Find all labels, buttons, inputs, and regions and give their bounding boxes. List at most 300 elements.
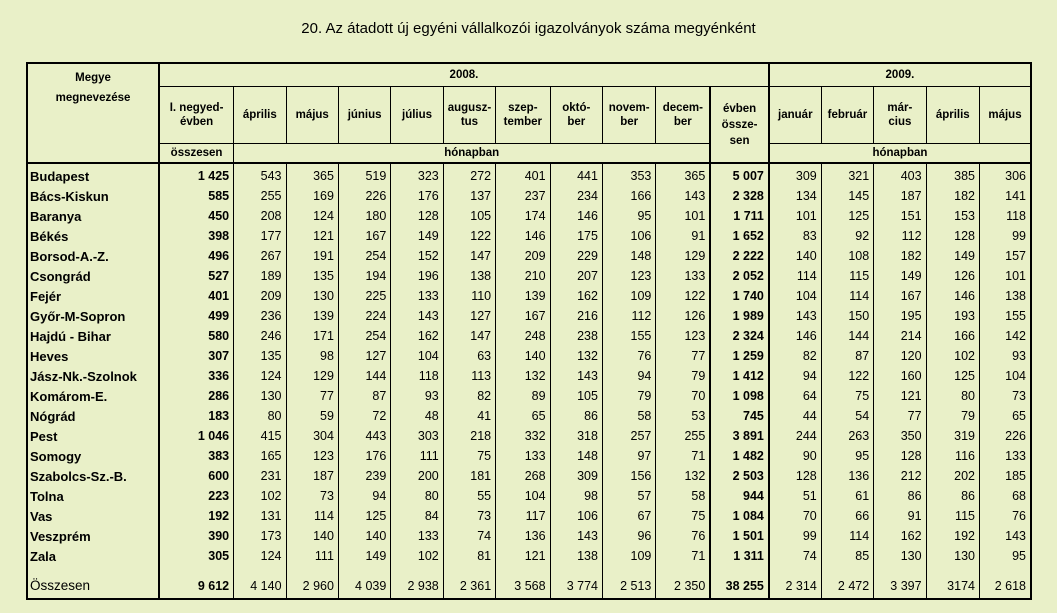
month-2009-value: 102 <box>926 346 979 366</box>
year-total-value: 1 098 <box>710 386 769 406</box>
month-2008-value: 231 <box>234 466 286 486</box>
table-row <box>27 466 1031 486</box>
q1-value: 305 <box>159 546 234 566</box>
county-name: Tolna <box>27 486 159 506</box>
table-row <box>27 186 1031 206</box>
table-row <box>27 286 1031 306</box>
month-2009-value: 90 <box>769 446 821 466</box>
month-2008-header <box>391 87 443 144</box>
month-2008-value: 109 <box>602 546 655 566</box>
month-2008-value: 3 774 <box>550 574 602 599</box>
month-2008-value: 124 <box>286 206 338 226</box>
month-2008-value: 75 <box>443 446 495 466</box>
month-2009-value: 128 <box>874 446 926 466</box>
q1-value: 600 <box>159 466 234 486</box>
month-2008-value: 323 <box>391 163 443 186</box>
month-2008-value: 441 <box>550 163 602 186</box>
county-name: Hajdú - Bihar <box>27 326 159 346</box>
month-2008-value: 207 <box>550 266 602 286</box>
month-2009-value: 79 <box>926 406 979 426</box>
month-2009-value: 118 <box>979 206 1031 226</box>
month-2009-value: 70 <box>769 506 821 526</box>
county-name: Komárom-E. <box>27 386 159 406</box>
month-2009-value: 2 618 <box>979 574 1031 599</box>
month-2008-value: 71 <box>656 546 710 566</box>
month-2008-value: 123 <box>656 326 710 346</box>
table-row <box>27 506 1031 526</box>
month-2009-header-part: február <box>827 109 868 121</box>
month-2009-value: 2 314 <box>769 574 821 599</box>
month-2009-value: 85 <box>821 546 873 566</box>
month-2008-value: 130 <box>234 386 286 406</box>
month-2009-value: 91 <box>874 506 926 526</box>
month-2008-header-part: június <box>347 109 382 121</box>
month-2008-value: 94 <box>338 486 390 506</box>
month-2008-value: 200 <box>391 466 443 486</box>
month-2008-header-part: ber <box>620 116 639 128</box>
month-2009-value: 122 <box>821 366 873 386</box>
month-2009-header <box>821 87 873 144</box>
month-2008-value: 443 <box>338 426 390 446</box>
month-2009-value: 306 <box>979 163 1031 186</box>
month-2008-header-part: július <box>402 109 433 121</box>
month-2008-value: 58 <box>602 406 655 426</box>
county-header-line1: Megye <box>75 72 111 84</box>
month-2008-header-part: októ- <box>562 102 591 114</box>
month-2009-value: 226 <box>979 426 1031 446</box>
month-2009-value: 149 <box>926 246 979 266</box>
county-name: Csongrád <box>27 266 159 286</box>
month-2008-value: 332 <box>496 426 550 446</box>
month-2008-value: 87 <box>338 386 390 406</box>
month-2008-header-part: novem- <box>608 102 650 114</box>
month-2009-value: 160 <box>874 366 926 386</box>
month-2009-value: 101 <box>769 206 821 226</box>
month-2008-value: 65 <box>496 406 550 426</box>
month-2008-value: 171 <box>286 326 338 346</box>
month-2009-value: 125 <box>821 206 873 226</box>
year-total-value: 944 <box>710 486 769 506</box>
month-2008-header-part: tember <box>503 116 543 128</box>
q1-value: 286 <box>159 386 234 406</box>
month-2008-value: 216 <box>550 306 602 326</box>
county-name: Somogy <box>27 446 159 466</box>
month-2009-value: 193 <box>926 306 979 326</box>
month-2008-value: 180 <box>338 206 390 226</box>
month-2009-value: 120 <box>874 346 926 366</box>
q1-header-line2: évben <box>179 116 214 128</box>
county-name: Bács-Kiskun <box>27 186 159 206</box>
month-2009-value: 145 <box>821 186 873 206</box>
q1-header-line1: I. negyed- <box>169 102 224 114</box>
month-2008-value: 133 <box>496 446 550 466</box>
month-2008-header <box>234 87 286 144</box>
county-name: Összesen <box>27 574 159 599</box>
month-2008-value: 75 <box>656 506 710 526</box>
month-2009-value: 94 <box>769 366 821 386</box>
year-total-value: 2 503 <box>710 466 769 486</box>
month-2008-value: 146 <box>550 206 602 226</box>
month-2008-value: 79 <box>656 366 710 386</box>
month-2009-value: 142 <box>979 326 1031 346</box>
month-2008-value: 246 <box>234 326 286 346</box>
month-2009-value: 54 <box>821 406 873 426</box>
q1-value: 192 <box>159 506 234 526</box>
month-2008-header-part: tus <box>460 116 479 128</box>
year-total-value: 1 711 <box>710 206 769 226</box>
month-2009-header-part: január <box>778 109 813 121</box>
month-2008-value: 97 <box>602 446 655 466</box>
month-2008-value: 102 <box>234 486 286 506</box>
month-2009-value: 244 <box>769 426 821 446</box>
month-2008-value: 105 <box>443 206 495 226</box>
year-total-value: 3 891 <box>710 426 769 446</box>
month-2008-value: 124 <box>234 546 286 566</box>
month-2008-value: 76 <box>656 526 710 546</box>
q1-value: 9 612 <box>159 574 234 599</box>
month-2009-value: 73 <box>979 386 1031 406</box>
month-2009-value: 99 <box>979 226 1031 246</box>
month-2009-value: 93 <box>979 346 1031 366</box>
month-2008-value: 86 <box>550 406 602 426</box>
month-2008-header-part: ber <box>673 116 692 128</box>
q1-value: 383 <box>159 446 234 466</box>
month-2009-value: 141 <box>979 186 1031 206</box>
month-2008-value: 132 <box>656 466 710 486</box>
month-2009-header-part: május <box>988 109 1022 121</box>
month-2009-value: 319 <box>926 426 979 446</box>
county-name: Szabolcs-Sz.-B. <box>27 466 159 486</box>
month-2009-value: 321 <box>821 163 873 186</box>
month-2008-value: 2 513 <box>602 574 655 599</box>
year-total-value: 2 222 <box>710 246 769 266</box>
month-2009-value: 185 <box>979 466 1031 486</box>
month-2008-value: 248 <box>496 326 550 346</box>
month-2008-value: 110 <box>443 286 495 306</box>
month-2008-value: 140 <box>338 526 390 546</box>
table-row <box>27 346 1031 366</box>
year-total-value: 2 324 <box>710 326 769 346</box>
month-2009-value: 385 <box>926 163 979 186</box>
month-2009-value: 86 <box>874 486 926 506</box>
month-2008-value: 196 <box>391 266 443 286</box>
month-2008-value: 135 <box>234 346 286 366</box>
month-2008-value: 81 <box>443 546 495 566</box>
month-2009-value: 112 <box>874 226 926 246</box>
month-2008-value: 124 <box>234 366 286 386</box>
month-2009-value: 82 <box>769 346 821 366</box>
year-total-value: 38 255 <box>710 574 769 599</box>
month-2008-value: 71 <box>656 446 710 466</box>
month-2008-header <box>550 87 602 144</box>
month-2009-value: 166 <box>926 326 979 346</box>
month-2009-value: 128 <box>926 226 979 246</box>
month-2009-value: 114 <box>769 266 821 286</box>
table-row <box>27 386 1031 406</box>
month-2008-value: 129 <box>286 366 338 386</box>
month-2008-value: 309 <box>550 466 602 486</box>
month-2008-value: 304 <box>286 426 338 446</box>
month-2008-value: 3 568 <box>496 574 550 599</box>
month-2009-value: 143 <box>769 306 821 326</box>
year-2008-header: 2008. <box>159 63 769 87</box>
month-2008-header <box>496 87 550 144</box>
month-2008-value: 254 <box>338 246 390 266</box>
month-2008-value: 303 <box>391 426 443 446</box>
month-2008-value: 209 <box>496 246 550 266</box>
q1-value: 1 425 <box>159 163 234 186</box>
month-2008-value: 143 <box>391 306 443 326</box>
spacer-cell <box>234 566 286 574</box>
month-2008-value: 98 <box>550 486 602 506</box>
month-2008-value: 187 <box>286 466 338 486</box>
year-total-value: 1 084 <box>710 506 769 526</box>
month-2008-value: 218 <box>443 426 495 446</box>
month-2008-value: 210 <box>496 266 550 286</box>
month-2008-value: 127 <box>338 346 390 366</box>
month-2009-value: 153 <box>926 206 979 226</box>
month-2008-value: 133 <box>391 526 443 546</box>
month-2009-header-part: már- <box>887 102 913 114</box>
month-2008-value: 93 <box>391 386 443 406</box>
month-2009-value: 146 <box>926 286 979 306</box>
month-2009-value: 214 <box>874 326 926 346</box>
month-2008-value: 138 <box>550 546 602 566</box>
table-row <box>27 306 1031 326</box>
month-2008-value: 48 <box>391 406 443 426</box>
month-2009-value: 86 <box>926 486 979 506</box>
month-2008-value: 268 <box>496 466 550 486</box>
spacer-cell <box>496 566 550 574</box>
table-row <box>27 486 1031 506</box>
month-2009-value: 3 397 <box>874 574 926 599</box>
month-2009-value: 309 <box>769 163 821 186</box>
month-2009-value: 136 <box>821 466 873 486</box>
month-2008-value: 72 <box>338 406 390 426</box>
month-2009-value: 68 <box>979 486 1031 506</box>
month-2008-value: 147 <box>443 326 495 346</box>
table-row <box>27 326 1031 346</box>
month-2008-value: 122 <box>443 226 495 246</box>
month-2008-value: 2 350 <box>656 574 710 599</box>
month-2008-value: 147 <box>443 246 495 266</box>
year-total-value: 1 412 <box>710 366 769 386</box>
q1-value: 223 <box>159 486 234 506</box>
month-2008-value: 4 039 <box>338 574 390 599</box>
month-2008-header <box>656 87 710 144</box>
month-2008-value: 77 <box>656 346 710 366</box>
month-2008-value: 131 <box>234 506 286 526</box>
month-2009-value: 44 <box>769 406 821 426</box>
month-2008-header-part: április <box>242 109 277 121</box>
q1-value: 398 <box>159 226 234 246</box>
q1-value: 499 <box>159 306 234 326</box>
month-2008-value: 126 <box>656 306 710 326</box>
month-2008-value: 59 <box>286 406 338 426</box>
q1-value: 336 <box>159 366 234 386</box>
month-2008-value: 255 <box>656 426 710 446</box>
month-2009-value: 116 <box>926 446 979 466</box>
table-row <box>27 446 1031 466</box>
month-2009-value: 64 <box>769 386 821 406</box>
county-name: Békés <box>27 226 159 246</box>
month-2009-value: 95 <box>979 546 1031 566</box>
month-2008-value: 125 <box>338 506 390 526</box>
year-total-value: 745 <box>710 406 769 426</box>
month-2008-value: 130 <box>286 286 338 306</box>
total-row <box>27 574 1031 599</box>
month-2009-value: 202 <box>926 466 979 486</box>
month-2009-value: 130 <box>874 546 926 566</box>
month-2008-value: 140 <box>496 346 550 366</box>
month-2008-value: 181 <box>443 466 495 486</box>
spacer-cell <box>159 566 234 574</box>
month-2008-value: 132 <box>550 346 602 366</box>
month-2008-value: 104 <box>496 486 550 506</box>
month-2009-value: 182 <box>926 186 979 206</box>
month-2008-value: 89 <box>496 386 550 406</box>
month-2009-header <box>979 87 1031 144</box>
month-2008-header-part: decem- <box>662 102 703 114</box>
month-2008-header-part: szep- <box>508 102 538 114</box>
month-2009-value: 143 <box>979 526 1031 546</box>
year-total-header-part: összе- <box>721 118 758 131</box>
month-2008-value: 146 <box>496 226 550 246</box>
month-2008-value: 98 <box>286 346 338 366</box>
month-2009-header <box>769 87 821 144</box>
county-name: Jász-Nk.-Szolnok <box>27 366 159 386</box>
month-2008-value: 225 <box>338 286 390 306</box>
q1-value: 496 <box>159 246 234 266</box>
per-month-2009-header: hónapban <box>769 144 1031 164</box>
month-2009-value: 263 <box>821 426 873 446</box>
month-2008-value: 112 <box>602 306 655 326</box>
spacer-cell <box>821 566 873 574</box>
month-2009-value: 114 <box>821 526 873 546</box>
q1-value: 527 <box>159 266 234 286</box>
month-2008-value: 94 <box>602 366 655 386</box>
month-2009-value: 403 <box>874 163 926 186</box>
month-2009-value: 61 <box>821 486 873 506</box>
month-2008-value: 236 <box>234 306 286 326</box>
spacer-cell <box>27 566 159 574</box>
month-2008-value: 82 <box>443 386 495 406</box>
county-name: Borsod-A.-Z. <box>27 246 159 266</box>
county-name: Baranya <box>27 206 159 226</box>
spacer-cell <box>338 566 390 574</box>
month-2008-value: 139 <box>496 286 550 306</box>
month-2009-value: 125 <box>926 366 979 386</box>
year-total-value: 5 007 <box>710 163 769 186</box>
month-2008-value: 144 <box>338 366 390 386</box>
month-2008-value: 148 <box>602 246 655 266</box>
month-2009-header-part: április <box>935 109 970 121</box>
month-2009-value: 3174 <box>926 574 979 599</box>
month-2009-value: 115 <box>926 506 979 526</box>
month-2008-value: 415 <box>234 426 286 446</box>
year-total-value: 2 328 <box>710 186 769 206</box>
month-2008-value: 169 <box>286 186 338 206</box>
month-2008-value: 162 <box>550 286 602 306</box>
county-name: Győr-M-Sopron <box>27 306 159 326</box>
county-name: Zala <box>27 546 159 566</box>
table-row <box>27 246 1031 266</box>
month-2008-value: 67 <box>602 506 655 526</box>
spacer-cell <box>286 566 338 574</box>
month-2009-value: 130 <box>926 546 979 566</box>
month-2008-value: 109 <box>602 286 655 306</box>
month-2008-value: 118 <box>391 366 443 386</box>
month-2008-value: 113 <box>443 366 495 386</box>
month-2008-value: 519 <box>338 163 390 186</box>
month-2008-value: 254 <box>338 326 390 346</box>
county-name: Fejér <box>27 286 159 306</box>
month-2009-value: 149 <box>874 266 926 286</box>
month-2008-value: 177 <box>234 226 286 246</box>
month-2008-value: 208 <box>234 206 286 226</box>
month-2009-value: 162 <box>874 526 926 546</box>
table-row <box>27 526 1031 546</box>
year-total-value: 1 482 <box>710 446 769 466</box>
month-2008-value: 238 <box>550 326 602 346</box>
month-2008-value: 155 <box>602 326 655 346</box>
month-2009-value: 83 <box>769 226 821 246</box>
month-2008-value: 138 <box>443 266 495 286</box>
county-name: Heves <box>27 346 159 366</box>
county-name: Pest <box>27 426 159 446</box>
month-2009-value: 133 <box>979 446 1031 466</box>
month-2008-value: 226 <box>338 186 390 206</box>
month-2008-value: 137 <box>443 186 495 206</box>
month-2008-value: 365 <box>286 163 338 186</box>
year-total-header-part: sen <box>729 134 750 147</box>
month-2009-value: 212 <box>874 466 926 486</box>
year-total-value: 1 311 <box>710 546 769 566</box>
month-2008-value: 318 <box>550 426 602 446</box>
month-2008-value: 189 <box>234 266 286 286</box>
month-2009-value: 104 <box>979 366 1031 386</box>
month-2008-value: 121 <box>496 546 550 566</box>
county-name: Nógrád <box>27 406 159 426</box>
month-2009-value: 95 <box>821 446 873 466</box>
month-2008-value: 104 <box>391 346 443 366</box>
table-row <box>27 546 1031 566</box>
month-2008-value: 257 <box>602 426 655 446</box>
month-2008-value: 111 <box>391 446 443 466</box>
month-2008-value: 176 <box>391 186 443 206</box>
month-2008-value: 63 <box>443 346 495 366</box>
q1-header <box>159 87 234 144</box>
month-2008-value: 234 <box>550 186 602 206</box>
month-2009-value: 51 <box>769 486 821 506</box>
month-2008-value: 140 <box>286 526 338 546</box>
month-2008-value: 73 <box>286 486 338 506</box>
month-2008-value: 4 140 <box>234 574 286 599</box>
month-2009-value: 108 <box>821 246 873 266</box>
month-2008-value: 95 <box>602 206 655 226</box>
table-row <box>27 206 1031 226</box>
month-2009-value: 80 <box>926 386 979 406</box>
month-2008-value: 101 <box>656 206 710 226</box>
month-2009-value: 195 <box>874 306 926 326</box>
month-2009-value: 192 <box>926 526 979 546</box>
month-2008-value: 128 <box>391 206 443 226</box>
table-row <box>27 266 1031 286</box>
month-2008-value: 176 <box>338 446 390 466</box>
month-2008-value: 174 <box>496 206 550 226</box>
table-row <box>27 366 1031 386</box>
month-2009-header <box>926 87 979 144</box>
